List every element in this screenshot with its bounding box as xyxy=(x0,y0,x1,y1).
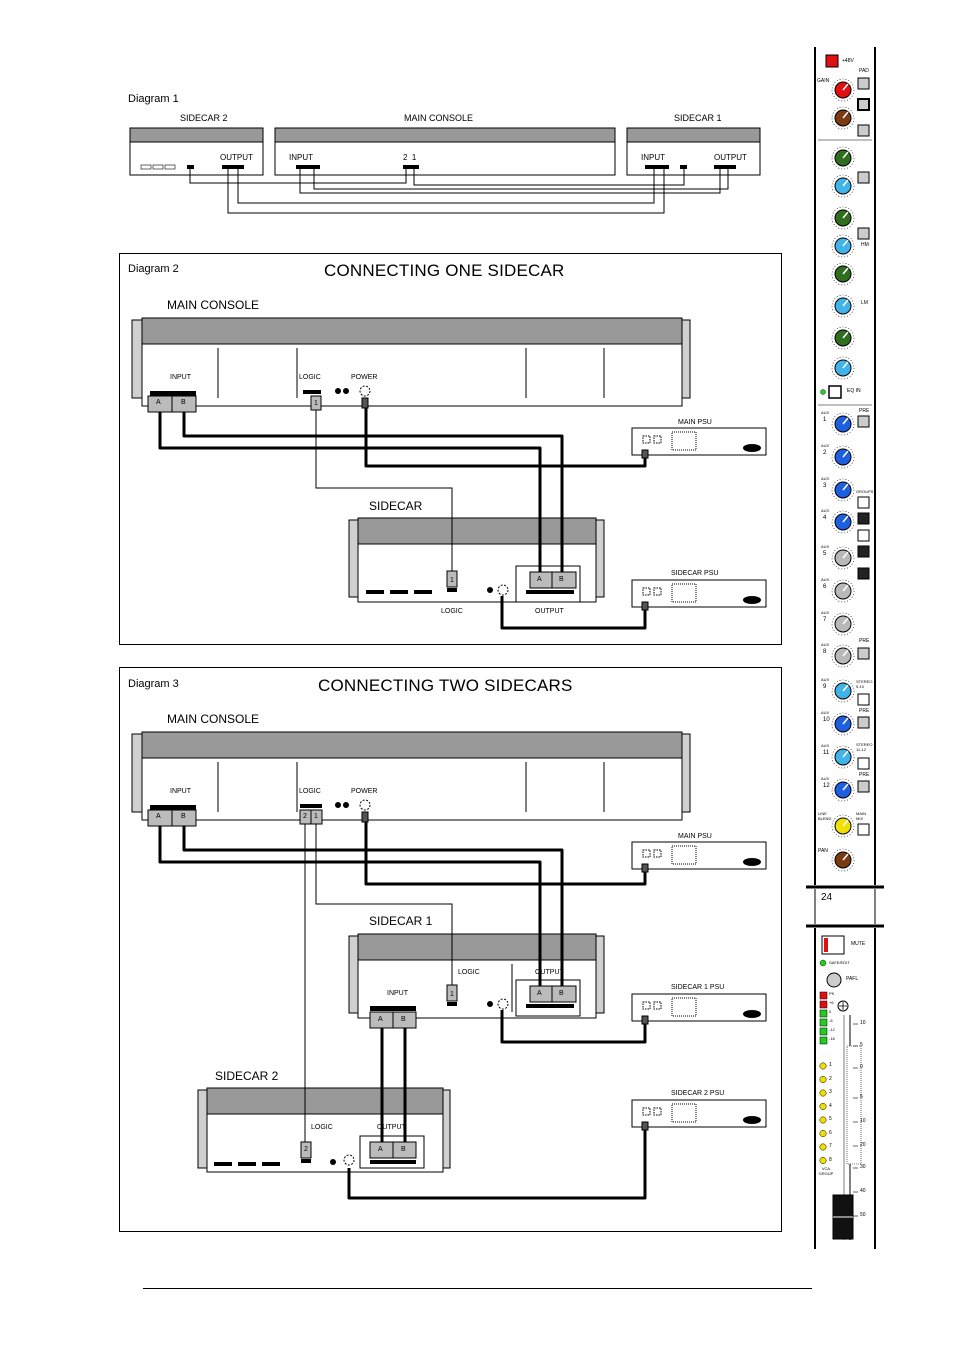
group-led xyxy=(820,1130,826,1136)
strip-pre-label-2: PRE xyxy=(859,638,870,644)
group-led xyxy=(820,1103,826,1109)
diagram3-sidecar2-label: SIDECAR 2 xyxy=(215,1069,279,1083)
diagram2-label: Diagram 2 xyxy=(128,263,179,275)
fader-scale-label: 5 xyxy=(860,1042,863,1048)
aux-number: 2 xyxy=(823,450,827,456)
aux-label: AUX xyxy=(821,677,830,682)
strip-line-blend-label: LINE BLEND xyxy=(818,811,832,821)
group-number: 3 xyxy=(829,1089,832,1095)
diagram3-sidecar1-out-b: B xyxy=(559,990,564,997)
aux-label: AUX xyxy=(821,710,830,715)
aux-label: AUX xyxy=(821,544,830,549)
fader-scale-label: 50 xyxy=(860,1212,866,1218)
strip-pan-label: PAN xyxy=(818,848,828,854)
aux-number: 6 xyxy=(823,584,827,590)
aux-number: 9 xyxy=(823,684,827,690)
diagram2-port-a: A xyxy=(156,399,161,406)
aux-label: AUX xyxy=(821,410,830,415)
diagram3-port-b: B xyxy=(181,813,186,820)
diagram2-sidecar-logic-label: LOGIC xyxy=(441,608,463,615)
group-number: 5 xyxy=(829,1116,832,1122)
diagram2-sidecar-port-b: B xyxy=(559,576,564,583)
diagram1-sidecar1-input: INPUT xyxy=(641,153,665,162)
aux-label: AUX xyxy=(821,476,830,481)
strip-phantom-label: +48V xyxy=(842,58,854,64)
fader-scale-label: 20 xyxy=(860,1142,866,1148)
diagram2-logic-label: LOGIC xyxy=(299,374,321,381)
diagram3-sidecar2-port-2: 2 xyxy=(304,1146,308,1153)
meter-label: 0 xyxy=(829,1009,832,1014)
diagram2-sidecar-psu-label: SIDECAR PSU xyxy=(671,570,719,577)
diagram3-sidecar2-out-a: A xyxy=(378,1146,383,1153)
strip-pre-label-3: PRE xyxy=(859,708,870,714)
diagram1-main-input: INPUT xyxy=(289,153,313,162)
strip-hm-label: HM xyxy=(861,242,869,248)
group-number: 7 xyxy=(829,1143,832,1149)
strip-channel-number: 24 xyxy=(821,892,833,903)
strip-safe-edit-label: SAFE/EDIT xyxy=(829,960,850,965)
diagram3-sidecar2-psu-label: SIDECAR 2 PSU xyxy=(671,1090,725,1097)
diagram2-sidecar-port-a: A xyxy=(537,576,542,583)
aux-label: AUX xyxy=(821,508,830,513)
group-led xyxy=(820,1090,826,1096)
meter-led xyxy=(820,1001,827,1008)
diagram3-port-1: 1 xyxy=(314,813,318,820)
strip-vca-group-label: VCA GROUP xyxy=(818,1166,834,1176)
diagram3-sidecar2-output-label: OUTPUT xyxy=(377,1124,406,1131)
diagram1-main-name: MAIN CONSOLE xyxy=(404,113,474,123)
aux-number: 11 xyxy=(823,750,830,756)
diagram2-sidecar-label: SIDECAR xyxy=(369,499,423,513)
diagram2-sidecar-port-1: 1 xyxy=(450,577,454,584)
strip-stereo-9-10-label: STEREO 9-10 xyxy=(856,679,873,689)
diagram2-main-console-label: MAIN CONSOLE xyxy=(167,298,260,312)
diagram1-label: Diagram 1 xyxy=(128,93,179,105)
fader-scale-label: 40 xyxy=(860,1188,866,1194)
fader-scale-label: 10 xyxy=(860,1118,866,1124)
group-led xyxy=(820,1076,826,1082)
aux-number: 10 xyxy=(823,717,830,723)
diagram3-input-label: INPUT xyxy=(170,788,191,795)
diagram3-sidecar1-psu-label: SIDECAR 1 PSU xyxy=(671,984,725,991)
meter-led xyxy=(820,1028,827,1035)
aux-number: 4 xyxy=(823,515,827,521)
diagram1-sidecar2-name: SIDECAR 2 xyxy=(180,113,228,123)
diagram3-sidecar1-port-1: 1 xyxy=(450,991,454,998)
diagram2-port-1: 1 xyxy=(314,400,318,407)
aux-label: AUX xyxy=(821,743,830,748)
meter-led xyxy=(820,992,827,999)
aux-number: 7 xyxy=(823,617,827,623)
strip-pre-label-1: PRE xyxy=(859,408,870,414)
diagram3-sidecar1-logic-label: LOGIC xyxy=(458,969,480,976)
group-led xyxy=(820,1117,826,1123)
diagram3-sidecar1-out-a: A xyxy=(537,990,542,997)
aux-number: 5 xyxy=(823,551,827,557)
strip-pad-label: PAD xyxy=(859,68,869,74)
diagram3-power-label: POWER xyxy=(351,788,378,795)
diagram3-logic-label: LOGIC xyxy=(299,788,321,795)
meter-led xyxy=(820,1010,827,1017)
diagram3-sidecar1-in-b: B xyxy=(401,1016,406,1023)
strip-lm-label: LM xyxy=(861,300,868,306)
diagram2-port-b: B xyxy=(181,399,186,406)
diagram2-input-label: INPUT xyxy=(170,374,191,381)
fader-scale-label: 0 xyxy=(860,1064,863,1070)
diagram3-label: Diagram 3 xyxy=(128,678,179,690)
strip-eq-in-label: EQ IN xyxy=(847,388,861,394)
aux-number: 12 xyxy=(823,783,830,789)
diagram1-main-ports: 2 1 xyxy=(403,153,417,162)
diagram3-port-2: 2 xyxy=(303,813,307,820)
meter-label: PK xyxy=(829,991,835,996)
aux-label: AUX xyxy=(821,776,830,781)
meter-label: -6 xyxy=(829,1018,833,1023)
diagram3-title: CONNECTING TWO SIDECARS xyxy=(318,676,573,695)
diagram2-sidecar-output-label: OUTPUT xyxy=(535,608,564,615)
strip-gain-label: GAIN xyxy=(817,78,830,84)
diagram1-sidecar1-name: SIDECAR 1 xyxy=(674,113,722,123)
strip-mute-label: MUTE xyxy=(851,941,866,947)
diagram3-port-a: A xyxy=(156,813,161,820)
aux-label: AUX xyxy=(821,577,830,582)
strip-main-mix-label: MAIN MIX xyxy=(856,811,866,821)
phantom-button xyxy=(826,55,838,67)
fader-scale-label: 5 xyxy=(860,1094,863,1100)
strip-stereo-11-12-label: STEREO 11-12 xyxy=(856,742,873,752)
diagram2-main-psu-label: MAIN PSU xyxy=(678,419,712,426)
meter-label: +6 xyxy=(829,1000,834,1005)
aux-label: AUX xyxy=(821,610,830,615)
diagram3-sidecar2-out-b: B xyxy=(401,1146,406,1153)
meter-led xyxy=(820,1019,827,1026)
group-number: 6 xyxy=(829,1129,832,1136)
aux-number: 8 xyxy=(823,649,827,655)
diagram3-sidecar1-output-label: OUTPUT xyxy=(535,969,564,976)
group-number: 1 xyxy=(829,1062,832,1068)
diagram2-power-label: POWER xyxy=(351,374,378,381)
aux-label: AUX xyxy=(821,642,830,647)
aux-number: 1 xyxy=(823,417,827,423)
diagram3-sidecar2-logic-label: LOGIC xyxy=(311,1124,333,1131)
group-led xyxy=(820,1063,826,1069)
strip-groups-label: GROUPS xyxy=(856,489,874,494)
group-number: 8 xyxy=(829,1156,832,1163)
meter-label: -18 xyxy=(829,1036,835,1041)
diagram1-sidecar2-output: OUTPUT xyxy=(220,153,253,162)
meter-label: -12 xyxy=(829,1027,835,1032)
group-number: 4 xyxy=(829,1102,832,1109)
diagram3-sidecar1-input-label: INPUT xyxy=(387,990,408,997)
group-led xyxy=(820,1144,826,1150)
aux-number: 3 xyxy=(823,483,827,489)
fader-scale-label: 30 xyxy=(860,1164,866,1170)
strip-pafl-label: PAFL xyxy=(846,976,859,982)
diagram3-main-psu-label: MAIN PSU xyxy=(678,833,712,840)
aux-label: AUX xyxy=(821,443,830,448)
diagram3-main-console-label: MAIN CONSOLE xyxy=(167,712,260,726)
fader-scale-label: 10 xyxy=(860,1020,866,1026)
strip-pre-label-4: PRE xyxy=(859,772,870,778)
meter-led xyxy=(820,1037,827,1044)
group-led xyxy=(820,1157,826,1163)
diagram2-title: CONNECTING ONE SIDECAR xyxy=(324,261,565,280)
diagram3-sidecar1-label: SIDECAR 1 xyxy=(369,914,433,928)
diagram1-sidecar1-output: OUTPUT xyxy=(714,153,747,162)
diagram3-sidecar1-in-a: A xyxy=(378,1016,383,1023)
group-number: 2 xyxy=(829,1075,832,1082)
